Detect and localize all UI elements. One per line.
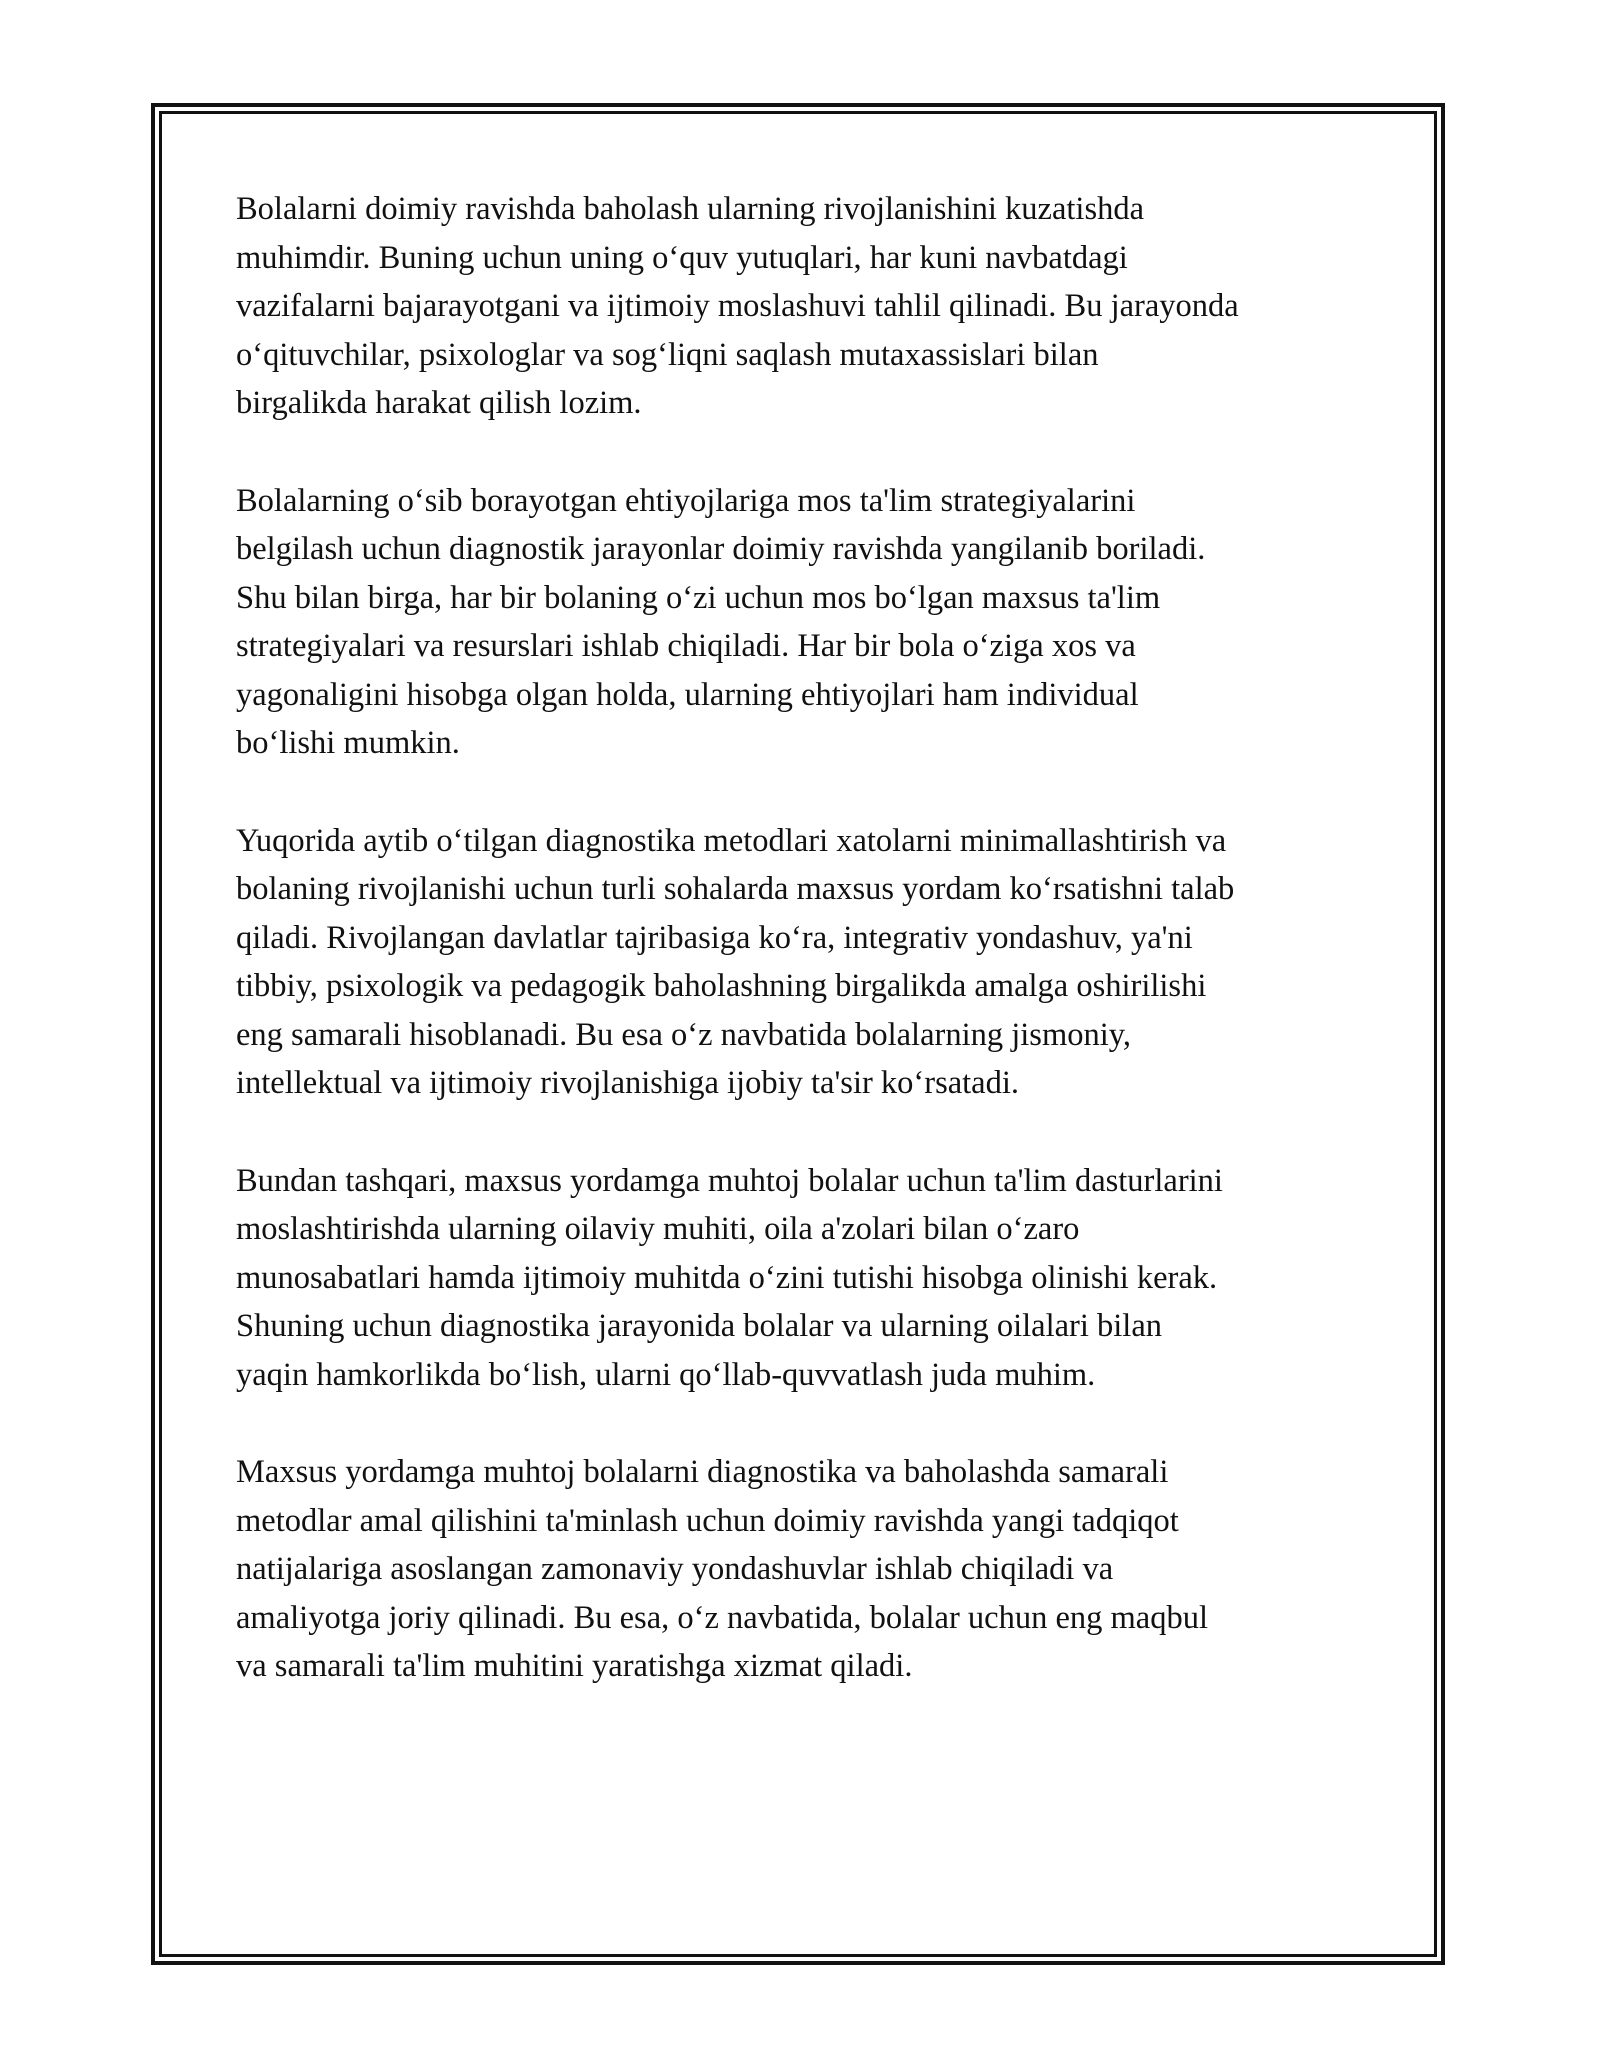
- paragraph-5: Maxsus yordamga muhtoj bolalarni diagnostika va baholashda samarali metodlar amal qilishini ta'minlash uchun doimiy ravishda yangi tadqiqot natijalariga asoslangan zamonaviy yondashuvlar ishlab chiqiladi va amaliyotga joriy qilinadi. Bu esa, o‘z navbatida, bolalar uchun eng maqbul va samarali ta'lim muhitini yaratishga xizmat qiladi.: [236, 1454, 1209, 1684]
- paragraph-1: Bolalarni doimiy ravishda baholash ularning rivojlanishini kuzatishda muhimdir. Buning uchun uning o‘quv yutuqlari, har kuni navbatdagi vazifalarni bajarayotgani va ijtimoiy moslashuvi tahlil qilinadi. Bu jarayonda o‘qituvchilar, psixologlar va sog‘liqni saqlash mutaxassislari bilan birgalikda harakat qilish lozim.: [236, 191, 1239, 421]
- paragraph-4: Bundan tashqari, maxsus yordamga muhtoj bolalar uchun ta'lim dasturlarini moslashtirishda ularning oilaviy muhiti, oila a'zolari bilan o‘zaro munosabatlari hamda ijtimoiy muhitda o‘zini tutishi hisobga olinishi kerak. Shuning uchun diagnostika jarayonida bolalar va ularning oilalari bilan yaqin hamkorlikda bo‘lish, ularni qo‘llab-quvvatlash juda muhim.: [236, 1162, 1223, 1393]
- paragraph-3: Yuqorida aytib o‘tilgan diagnostika metodlari xatolarni minimallashtirish va bolaning rivojlanishi uchun turli sohalarda maxsus yordam ko‘rsatishni talab qiladi. Rivojlangan davlatlar tajribasiga ko‘ra, integrativ yondashuv, ya'ni tibbiy, psixologik va pedagogik baholashning birgalikda amalga oshirilishi eng samarali hisoblanadi. Bu esa o‘z navbatida bolalarning jismoniy, intellektual va ijtimoiy rivojlanishiga ijobiy ta'sir ko‘rsatadi.: [236, 822, 1235, 1101]
- document-body: [236, 185, 1366, 1740]
- paragraph-2: Bolalarning o‘sib borayotgan ehtiyojlariga mos ta'lim strategiyalarini belgilash uchun diagnostik jarayonlar doimiy ravishda yangilanib boriladi. Shu bilan birga, har bir bolaning o‘zi uchun mos bo‘lgan maxsus ta'lim strategiyalari va resurslari ishlab chiqiladi. Har bir bola o‘ziga xos va yagonaligini hisobga olgan holda, ularning ehtiyojlari ham individual bo‘lishi mumkin.: [236, 482, 1206, 761]
